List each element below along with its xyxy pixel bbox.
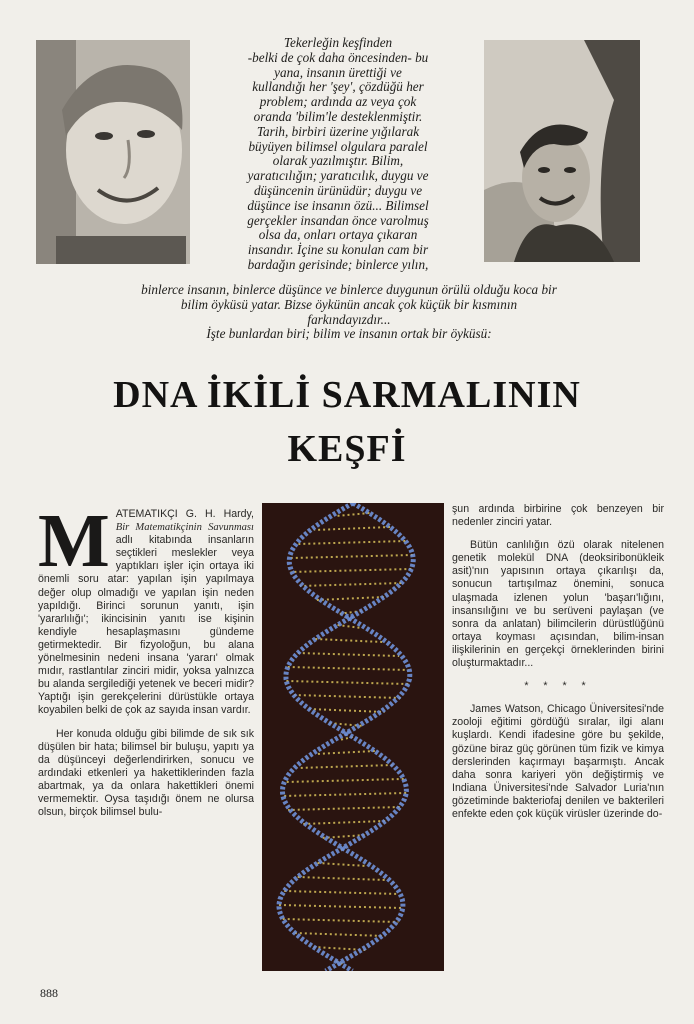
dna-helix-illustration	[262, 503, 444, 971]
dna-base-pair	[291, 569, 412, 572]
intro-line: yana, insanın ürettiği ve	[274, 64, 402, 80]
page-number: 888	[40, 986, 58, 1000]
dna-base-pair	[282, 793, 406, 796]
intro-line: problem; ardında az veya çok	[259, 94, 417, 110]
body-paragraph	[38, 508, 254, 718]
dna-base-pair	[300, 583, 401, 586]
dna-double-helix-image	[262, 503, 444, 971]
dna-base-pair	[295, 933, 386, 936]
portrait-photo-left	[36, 40, 190, 264]
dna-base-pair	[279, 905, 403, 908]
intro-line: büyüyen bilimsel olgulara paralel	[248, 138, 428, 154]
dna-base-pair	[298, 653, 399, 656]
intro-line: oranda 'bilim'le desteklenmiştir.	[253, 108, 423, 124]
dna-base-pair	[294, 695, 401, 698]
lead-in-text: ATEMATIKÇI G. H.	[115, 508, 216, 520]
intro-line: olsa da, onları ortaya çıkaran	[258, 227, 418, 243]
intro-line: İşte bunlardan biri; bilim ve insanın ortak bir öyküsü:	[206, 326, 492, 342]
dna-base-pair	[314, 527, 390, 530]
dna-base-pair	[309, 709, 385, 712]
dna-base-pair	[315, 639, 382, 642]
body-paragraph: Her konuda olduğu gibi bilimde de sık sık düşülen bir hata; bilimsel bir buluşu, yapıtı ya da düşünceyi değerlendirirken, sonucu ve ardındaki etkenleri ya hakettiklerinden fazla abartmak, ya da onlara hakettikleri önemi vermemektir. Oysa taşıdığı önem ne olursa olsun, birçok bilimsel bulu-	[38, 727, 254, 819]
dna-backbone-strand	[282, 503, 409, 971]
dna-base-pair	[317, 597, 384, 600]
intro-line: gerçekler insandan önce varolmuş	[247, 212, 429, 228]
intro-line: düşünce ise insanın özü... Bilimsel	[247, 197, 429, 213]
dna-base-pair	[336, 513, 369, 516]
intro-line: Tarih, birbiri üzerine yığılarak	[256, 123, 420, 139]
dna-base-pair	[290, 555, 413, 558]
portrait-illustration	[484, 40, 640, 262]
dna-base-pair	[284, 891, 398, 894]
book-title: Bir Matematikçinin Savunması	[115, 522, 254, 534]
dna-base-pair	[286, 779, 404, 782]
intro-line: binlerce insanın, binlerce düşünce ve binlerce duygunun örülü olduğu koca bir	[141, 282, 557, 297]
body-text: adlı kitabında insanların seçtikleri meslekler veya yaptıkları işler için ortaya iki önemli soru atar: yapılan işin yapılmaya değer olup olmadığı ve yapılan işin neden yapıldığı. Birinci sorunun yanıtı, işin 'yararlılığı'; ikincisinin yanıtı ise kişinin kendiyle hesaplaşmasını gündeme getirmektedir. Bir fizyoloğun, bu alana yönelmesinin nedeni insana 'yararı' olmak mıdır, rastlantılar zinciri midir, yoksa yalnızca bu alanda sergilediği yetenek ve beceri midir? Yaptığı işin gerekçelerini dürüstükle ortaya koyabilen belki de çok az sayıda insan vardır.	[38, 534, 254, 717]
intro-line: yaratıcılığın; yaratıcılık, duygu ve	[247, 168, 429, 184]
dna-base-pair	[316, 751, 375, 754]
intro-paragraph	[196, 36, 480, 273]
dna-base-pair	[298, 877, 386, 880]
title-line-2: KEŞFİ	[287, 428, 407, 470]
body-paragraph: Bütün canlılığın özü olarak nitelenen genetik molekül DNA (deoksiribonükleik asit)'nın yapısının ortaya çıkarılışı da, sonucun tartışılmaz önemini, sonuca ulaşmada izlenen yolun 'başarı'lığını, insansılığını ve bu serüveni paylaşan (ve sonra da anlatan) bilimcilerin dürüstlüğünü ortaya koyması açısından, bilim-insan ilişkilerinin en gerçekçi örneklerinden birini oluşturmaktadır...	[452, 539, 664, 670]
intro-line: insandır. İçine su konulan cam bir	[247, 242, 429, 258]
intro-line: düşüncenin ürünüdür; duygu ve	[253, 182, 423, 198]
dna-base-pair	[298, 765, 393, 768]
body-column-right	[452, 503, 664, 973]
intro-line: olarak yazılmıştır. Bilim,	[272, 153, 404, 169]
dna-base-pair	[318, 863, 367, 866]
intro-line: kullandığı her 'şey', çözdüğü her	[252, 79, 424, 95]
dna-backbone-strand	[279, 503, 413, 971]
title-line-1: DNA İKİLİ SARMALININ	[113, 374, 581, 416]
intro-line: bardağın gerisinde; binlerce yılın,	[247, 256, 429, 272]
drop-cap: M	[38, 508, 110, 583]
portrait-illustration	[36, 40, 190, 264]
section-separator: * * * *	[524, 680, 592, 693]
dna-base-pair	[298, 541, 405, 544]
dna-base-pair	[288, 667, 409, 670]
intro-line: farkındayızdır...	[307, 311, 391, 327]
dna-base-pair	[283, 919, 399, 922]
dna-base-pair	[302, 821, 385, 824]
portrait-photo-right	[484, 40, 640, 262]
dna-base-pair	[286, 681, 409, 684]
body-column-left	[38, 508, 254, 968]
intro-line: bilim öyküsü yatar. Bizse öykünün ancak çok küçük bir kısmının	[180, 296, 518, 312]
body-paragraph: James Watson, Chicago Üniversitesi'nde zooloji eğitimi gördüğü sıralar, ilgi alanı kuşlardı. Kendi ifadesine göre bu şekilde, gözüne biraz güç görünen tüm fizik ve kimya derslerinden kaçırmayı başarmıştı. Ancak daha sonra kariyeri yön değiştirmiş ve Indiana Üniversitesi'nde Salvador Luria'nın gözetiminde bakteriofaj denilen ve bakterileri enfekte eden çok küçük virüsler üzerinde do-	[452, 703, 664, 820]
intro-line: -belki de çok daha öncesinden- bu	[247, 49, 429, 65]
dna-base-pair	[288, 807, 400, 810]
body-paragraph: şun ardında birbirine çok benzeyen bir nedenler zinciri yatar.	[452, 503, 664, 529]
intro-continuation	[36, 283, 662, 342]
body-text: Hardy,	[215, 508, 254, 520]
article-title	[40, 368, 654, 476]
intro-line: Tekerleğin keşfinden	[283, 35, 393, 50]
